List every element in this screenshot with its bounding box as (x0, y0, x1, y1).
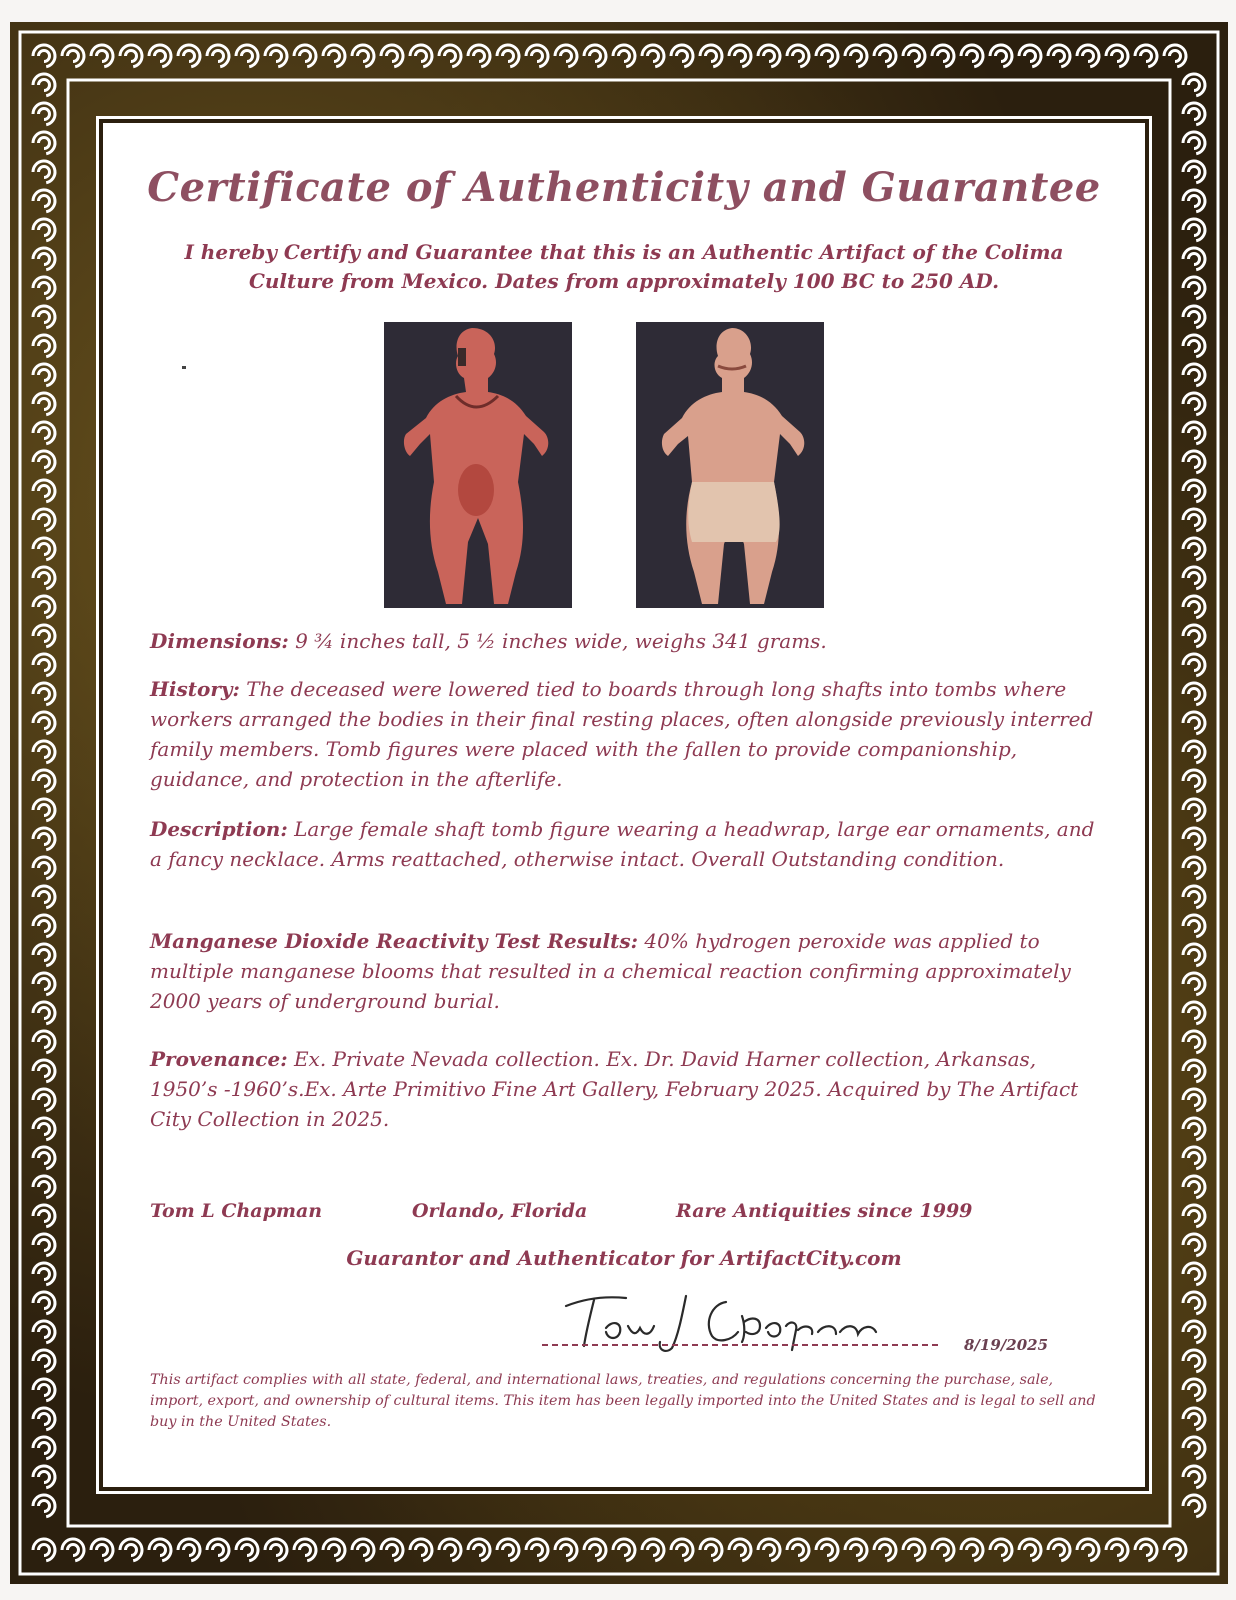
swirl-ornament (729, 1539, 751, 1561)
swirl-ornament (1183, 915, 1205, 937)
swirl-ornament (33, 886, 55, 908)
swirl-ornament (207, 1539, 229, 1561)
swirl-ornament (33, 1263, 55, 1285)
swirl-ornament (33, 596, 55, 618)
swirl-ornament (1183, 393, 1205, 415)
swirl-ornament (236, 45, 258, 67)
swirl-ornament (642, 45, 664, 67)
swirl-ornament (33, 1379, 55, 1401)
swirl-ornament (1183, 567, 1205, 589)
history-section (150, 674, 1110, 794)
figure-back-image (636, 322, 824, 608)
manganese-label: Manganese Dioxide Reactivity Test Results: (150, 929, 639, 953)
swirl-ornament (758, 45, 780, 67)
description-section (150, 814, 1110, 874)
swirl-ornament (1183, 828, 1205, 850)
swirl-ornament (1183, 1031, 1205, 1053)
swirl-ornament (294, 45, 316, 67)
swirl-ornament (33, 422, 55, 444)
swirl-ornament (33, 1495, 55, 1517)
swirl-ornament (33, 1292, 55, 1314)
figure-front-image (384, 322, 572, 608)
swirl-ornament (62, 1539, 84, 1561)
swirl-ornament (468, 45, 490, 67)
swirl-ornament (410, 45, 432, 67)
swirl-ornament (33, 1060, 55, 1082)
swirl-ornament (816, 1539, 838, 1561)
swirl-ornament (1183, 1408, 1205, 1430)
swirl-ornament (1183, 1060, 1205, 1082)
swirl-ornament (1183, 1350, 1205, 1372)
swirl-ornament (33, 1321, 55, 1343)
swirl-ornament (816, 45, 838, 67)
swirl-ornament (33, 1466, 55, 1488)
swirl-ornament (787, 1539, 809, 1561)
swirl-ornament (62, 45, 84, 67)
swirl-ornament (1183, 596, 1205, 618)
swirl-ornament (671, 45, 693, 67)
swirl-ornament (932, 1539, 954, 1561)
swirl-ornament (33, 480, 55, 502)
swirl-ornament (497, 1539, 519, 1561)
swirl-ornament (1183, 654, 1205, 676)
swirl-ornament (33, 306, 55, 328)
swirl-ornament (91, 1539, 113, 1561)
swirl-ornament (1183, 973, 1205, 995)
swirl-ornament (1183, 944, 1205, 966)
swirl-ornament (1019, 45, 1041, 67)
swirl-ornament (613, 1539, 635, 1561)
swirl-ornament (932, 45, 954, 67)
manganese-section (150, 926, 1110, 1016)
swirl-ornament (33, 45, 55, 67)
description-text: Large female shaft tomb figure wearing a headwrap, large ear ornaments, and a fancy necklace. Arms reattached, otherwise intact. Overall Outstanding condition. (150, 817, 1095, 871)
swirl-ornament (33, 190, 55, 212)
swirl-ornament (961, 45, 983, 67)
certificate-panel (106, 126, 1142, 1484)
swirl-ornament (33, 973, 55, 995)
swirl-ornament (903, 45, 925, 67)
swirl-ornament (961, 1539, 983, 1561)
swirl-ornament (1183, 1176, 1205, 1198)
swirl-ornament (1183, 1437, 1205, 1459)
swirl-ornament (1183, 277, 1205, 299)
swirl-ornament (1077, 1539, 1099, 1561)
swirl-ornament (33, 132, 55, 154)
swirl-ornament (33, 538, 55, 560)
swirl-ornament (33, 567, 55, 589)
swirl-ornament (381, 45, 403, 67)
signatory-name: Tom L Chapman (150, 1200, 323, 1222)
swirl-ornament (1183, 103, 1205, 125)
swirl-ornament (439, 45, 461, 67)
swirl-ornament (33, 799, 55, 821)
intro-line-2: Culture from Mexico. Dates from approximately 100 BC to 250 AD. (248, 269, 1000, 293)
swirl-ornament (1183, 190, 1205, 212)
legal-notice: This artifact complies with all state, federal, and international laws, treaties, and regulations concerning the purchase, sale, import, export, and ownership of cultural items. This item has been legally imported into the United States and is legal to sell and buy in the United States. (150, 1372, 1096, 1430)
artifact-photo-front (384, 322, 572, 608)
swirl-ornament (1183, 1147, 1205, 1169)
swirl-ornament (33, 509, 55, 531)
swirl-ornament (1183, 161, 1205, 183)
swirl-ornament (526, 45, 548, 67)
swirl-ornament (1183, 683, 1205, 705)
swirl-ornament (323, 1539, 345, 1561)
swirl-ornament (613, 45, 635, 67)
provenance-section (150, 1044, 1110, 1134)
swirl-ornament (33, 103, 55, 125)
swirl-ornament (33, 741, 55, 763)
swirl-ornament (584, 1539, 606, 1561)
history-text: The deceased were lowered tied to boards through long shafts into tombs where workers arranged the bodies in their final resting places, often alongside previously interred family members. Tomb figures were placed with the fallen to provide companionship, guidance, and protection in the afterlife. (150, 677, 1094, 791)
swirl-ornament (1019, 1539, 1041, 1561)
swirl-ornament (33, 1408, 55, 1430)
swirl-ornament (120, 45, 142, 67)
swirl-ornament (1183, 1234, 1205, 1256)
swirl-ornament (787, 45, 809, 67)
swirl-ornament (33, 1205, 55, 1227)
swirl-ornament (33, 335, 55, 357)
swirl-ornament (352, 1539, 374, 1561)
swirl-ornament (1164, 1539, 1186, 1561)
swirl-ornament (729, 45, 751, 67)
swirl-ornament (642, 1539, 664, 1561)
swirl-ornament (1183, 219, 1205, 241)
swirl-ornament (1135, 1539, 1157, 1561)
swirl-ornament (1183, 1118, 1205, 1140)
swirl-ornament (990, 1539, 1012, 1561)
swirl-ornament (1183, 1321, 1205, 1343)
swirl-ornament (903, 1539, 925, 1561)
swirl-ornament (1164, 45, 1186, 67)
swirl-ornament (1106, 45, 1128, 67)
swirl-ornament (700, 1539, 722, 1561)
swirl-ornament (33, 219, 55, 241)
swirl-ornament (758, 1539, 780, 1561)
swirl-ornament (1183, 364, 1205, 386)
swirl-ornament (1183, 1292, 1205, 1314)
swirl-ornament (207, 45, 229, 67)
swirl-ornament (1183, 770, 1205, 792)
swirl-ornament (1183, 480, 1205, 502)
artifact-photo-back (636, 322, 824, 608)
swirl-ornament (1183, 248, 1205, 270)
swirl-ornament (33, 683, 55, 705)
swirl-ornament (33, 1031, 55, 1053)
signature-line (542, 1344, 938, 1346)
swirl-ornament (178, 45, 200, 67)
swirl-ornament (120, 1539, 142, 1561)
swirl-ornament (33, 1089, 55, 1111)
swirl-ornament (33, 1234, 55, 1256)
swirl-ornament (265, 45, 287, 67)
swirl-ornament (468, 1539, 490, 1561)
swirl-ornament (33, 625, 55, 647)
swirl-ornament (149, 1539, 171, 1561)
swirl-ornament (439, 1539, 461, 1561)
swirl-ornament (410, 1539, 432, 1561)
swirl-ornament (1183, 857, 1205, 879)
swirl-ornament (874, 45, 896, 67)
swirl-ornament (845, 45, 867, 67)
swirl-ornament (990, 45, 1012, 67)
swirl-ornament (1183, 886, 1205, 908)
swirl-ornament (1183, 74, 1205, 96)
swirl-ornament (1183, 538, 1205, 560)
speck (182, 366, 186, 369)
swirl-ornament (1183, 1495, 1205, 1517)
swirl-ornament (33, 1539, 55, 1561)
swirl-ornament (1183, 335, 1205, 357)
swirl-ornament (1183, 741, 1205, 763)
swirl-ornament (1183, 1002, 1205, 1024)
swirl-ornament (33, 248, 55, 270)
swirl-ornament (1183, 1205, 1205, 1227)
provenance-text: Ex. Private Nevada collection. Ex. Dr. David Harner collection, Arkansas, 1950’s -1960’s.Ex. Arte Primitivo Fine Art Gallery, February 2025. Acquired by The Artifact City Collection in 2025. (150, 1047, 1079, 1131)
swirl-ornament (33, 364, 55, 386)
swirl-ornament (33, 712, 55, 734)
dimensions-text: 9 ¾ inches tall, 5 ½ inches wide, weighs 341 grams. (288, 629, 827, 653)
swirl-ornament (555, 1539, 577, 1561)
swirl-ornament (33, 1176, 55, 1198)
swirl-ornament (265, 1539, 287, 1561)
guarantor-line: Guarantor and Authenticator for ArtifactCity.com (346, 1246, 902, 1270)
description-label: Description: (150, 817, 288, 841)
swirl-ornament (1135, 45, 1157, 67)
certificate-title: Certificate of Authenticity and Guarantee (147, 164, 1101, 211)
swirl-ornament (352, 45, 374, 67)
swirl-ornament (1183, 625, 1205, 647)
swirl-ornament (700, 45, 722, 67)
dimensions-section (150, 626, 1110, 656)
swirl-ornament (236, 1539, 258, 1561)
swirl-ornament (1048, 45, 1070, 67)
swirl-ornament (1183, 451, 1205, 473)
provenance-label: Provenance: (150, 1047, 288, 1071)
swirl-ornament (33, 770, 55, 792)
decorative-frame (10, 22, 1228, 1584)
swirl-ornament (1183, 306, 1205, 328)
swirl-ornament (33, 915, 55, 937)
swirl-ornament (874, 1539, 896, 1561)
swirl-ornament (149, 45, 171, 67)
swirl-ornament (33, 1118, 55, 1140)
swirl-ornament (845, 1539, 867, 1561)
swirl-ornament (33, 451, 55, 473)
signatory-location: Orlando, Florida (412, 1200, 588, 1222)
swirl-ornament (1077, 45, 1099, 67)
swirl-ornament (33, 1437, 55, 1459)
intro-line-1: I hereby Certify and Guarantee that this is an Authentic Artifact of the Colima (184, 240, 1064, 264)
swirl-ornament (1183, 1466, 1205, 1488)
certificate-intro (136, 238, 1112, 296)
swirl-ornament (33, 1350, 55, 1372)
swirl-ornament (33, 277, 55, 299)
swirl-ornament (33, 74, 55, 96)
signature-date: 8/19/2025 (964, 1336, 1049, 1354)
swirl-ornament (294, 1539, 316, 1561)
swirl-ornament (1183, 712, 1205, 734)
swirl-ornament (555, 45, 577, 67)
swirl-ornament (1183, 132, 1205, 154)
swirl-ornament (1183, 799, 1205, 821)
swirl-ornament (33, 654, 55, 676)
swirl-ornament (1048, 1539, 1070, 1561)
swirl-ornament (671, 1539, 693, 1561)
swirl-ornament (497, 45, 519, 67)
swirl-ornament (33, 161, 55, 183)
swirl-ornament (323, 45, 345, 67)
swirl-ornament (33, 828, 55, 850)
swirl-ornament (1183, 422, 1205, 444)
swirl-ornament (381, 1539, 403, 1561)
swirl-ornament (1183, 1263, 1205, 1285)
swirl-ornament (33, 393, 55, 415)
swirl-ornament (33, 857, 55, 879)
manganese-text: 40% hydrogen peroxide was applied to multiple manganese blooms that resulted in a chemical reaction confirming approximately 2000 years of underground burial. (150, 929, 1071, 1013)
swirl-ornament (526, 1539, 548, 1561)
swirl-ornament (33, 944, 55, 966)
swirl-ornament (91, 45, 113, 67)
signatory-since: Rare Antiquities since 1999 (676, 1200, 973, 1222)
swirl-ornament (1183, 1089, 1205, 1111)
swirl-ornament (33, 1002, 55, 1024)
swirl-ornament (33, 1147, 55, 1169)
dimensions-label: Dimensions: (150, 629, 289, 653)
swirl-ornament (584, 45, 606, 67)
swirl-ornament (1106, 1539, 1128, 1561)
history-label: History: (150, 677, 240, 701)
swirl-ornament (1183, 509, 1205, 531)
swirl-ornament (1183, 1379, 1205, 1401)
swirl-ornament (178, 1539, 200, 1561)
